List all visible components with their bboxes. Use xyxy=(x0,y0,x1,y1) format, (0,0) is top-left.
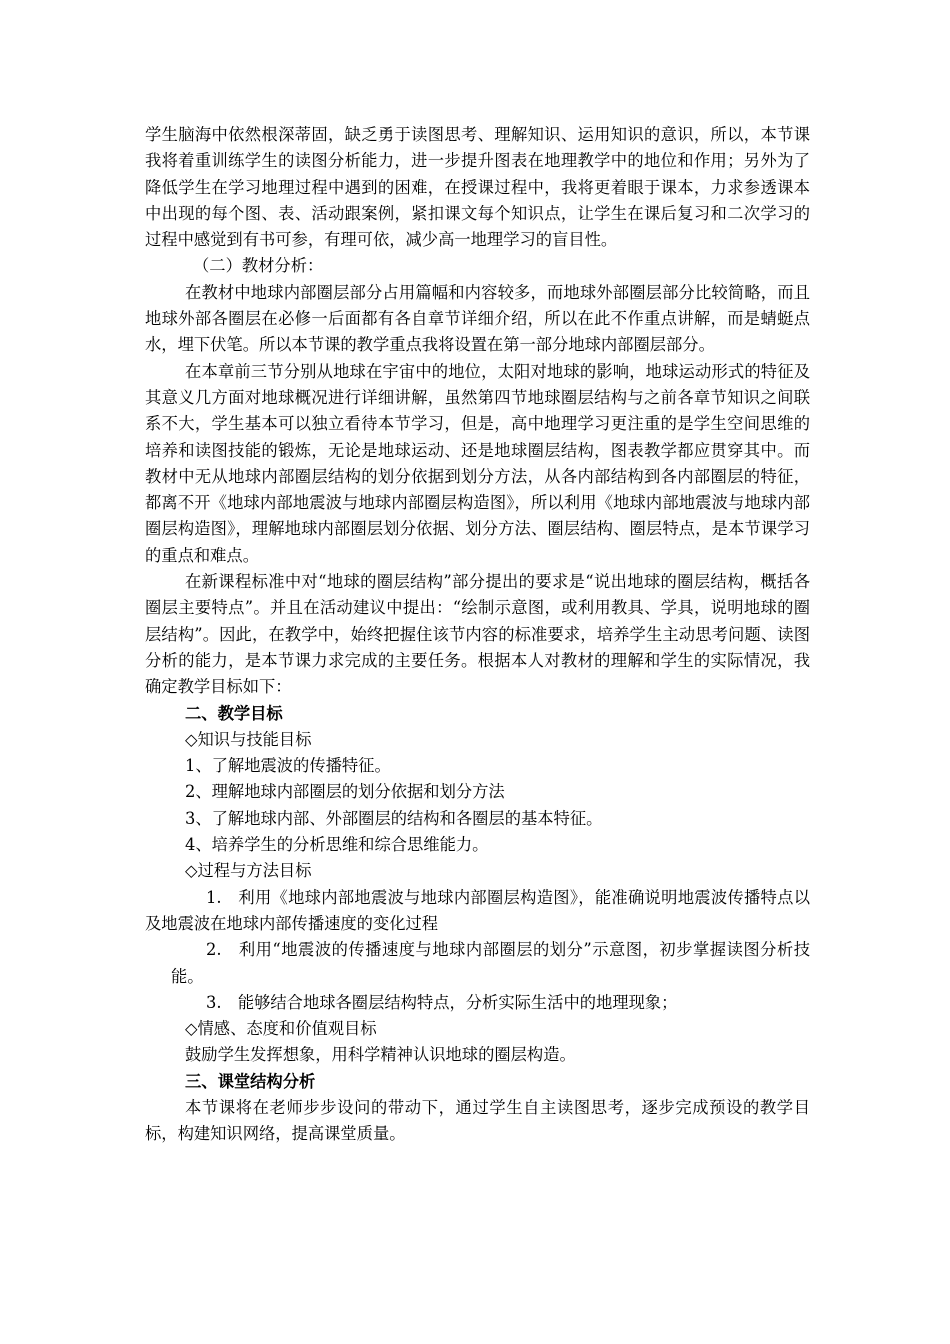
goal-item: 3、了解地球内部、外部圈层的结构和各圈层的基本特征。 xyxy=(185,808,603,828)
goal-title-knowledge: ◇知识与技能目标 xyxy=(185,729,312,749)
process-item: 1. 利用《地球内部地震波与地球内部圈层构造图》，能准确说明地震波传播特点以及地震波在地球内部传播速度的变化过程 xyxy=(145,887,810,933)
subheading-textbook-analysis: （二）教材分析： xyxy=(193,256,324,276)
process-item: 2. 利用“地震波的传播速度与地球内部圈层的划分”示意图，初步掌握读图分析技能。 xyxy=(171,940,810,986)
document-page xyxy=(145,122,810,1148)
paragraph-textbook-3: 在新课程标准中对“地球的圈层结构”部分提出的要求是“说出地球的圈层结构，概括各圈层主要特点”。并且在活动建议中提出：“绘制示意图，或利用教具、学具，说明地球的圈层结构”。因此，在教学中，始终把握住该节内容的标准要求，培养学生主动思考问题、读图分析的能力，是本节课力求完成的主要任务。根据本人对教材的理解和学生的实际情况，我确定教学目标如下： xyxy=(145,572,810,697)
section-heading-class-structure: 三、课堂结构分析 xyxy=(185,1071,316,1091)
goal-item: 4、培养学生的分析思维和综合思维能力。 xyxy=(185,835,489,855)
goal-item: 1、了解地震波的传播特征。 xyxy=(185,756,391,776)
paragraph-textbook-1: 在教材中地球内部圈层部分占用篇幅和内容较多，而地球外部圈层部分比较简略，而且地球外部各圈层在必修一后面都有各自章节详细介绍，所以在此不作重点讲解，而是蜻蜓点水，埋下伏笔。所以本节课的教学重点我将设置在第一部分地球内部圈层部分。 xyxy=(145,282,810,355)
emotion-text: 鼓励学生发挥想象，用科学精神认识地球的圈层构造。 xyxy=(185,1045,576,1065)
paragraph-textbook-2: 在本章前三节分别从地球在宇宙中的地位，太阳对地球的影响，地球运动形式的特征及其意义几方面对地球概况进行详细讲解，虽然第四节地球圈层结构与之前各章节知识之间联系不大，学生基本可以独立看待本节学习，但是，高中地理学习更注重的是学生空间思维的培养和读图技能的锻炼，无论是地球运动、还是地球圈层结构，图表教学都应贯穿其中。而教材中无从地球内部圈层结构的划分依据到划分方法，从各内部结构到各内部圈层的特征，都离不开《地球内部地震波与地球内部圈层构造图》，所以利用《地球内部地震波与地球内部圈层构造图》，理解地球内部圈层划分依据、划分方法、圈层结构、圈层特点，是本节课学习的重点和难点。 xyxy=(145,361,810,565)
process-item: 3. 能够结合地球各圈层结构特点，分析实际生活中的地理现象； xyxy=(206,992,678,1012)
goal-title-process: ◇过程与方法目标 xyxy=(185,861,312,881)
paragraph-continuation: 学生脑海中依然根深蒂固，缺乏勇于读图思考、理解知识、运用知识的意识，所以，本节课我将着重训练学生的读图分析能力，进一步提升图表在地理教学中的地位和作用；另外为了降低学生在学习地理过程中遇到的困难，在授课过程中，我将更着眼于课本，力求参透课本中出现的每个图、表、活动跟案例，紧扣课文每个知识点，让学生在课后复习和二次学习的过程中感觉到有书可参，有理可依，减少高一地理学习的盲目性。 xyxy=(145,125,810,250)
section-heading-teaching-goals: 二、教学目标 xyxy=(185,703,283,723)
goal-title-emotion: ◇情感、态度和价值观目标 xyxy=(185,1019,377,1039)
paragraph-class-structure: 本节课将在老师步步设问的带动下，通过学生自主读图思考，逐步完成预设的教学目标，构建知识网络，提高课堂质量。 xyxy=(145,1097,810,1144)
goal-item: 2、理解地球内部圈层的划分依据和划分方法 xyxy=(185,782,505,802)
